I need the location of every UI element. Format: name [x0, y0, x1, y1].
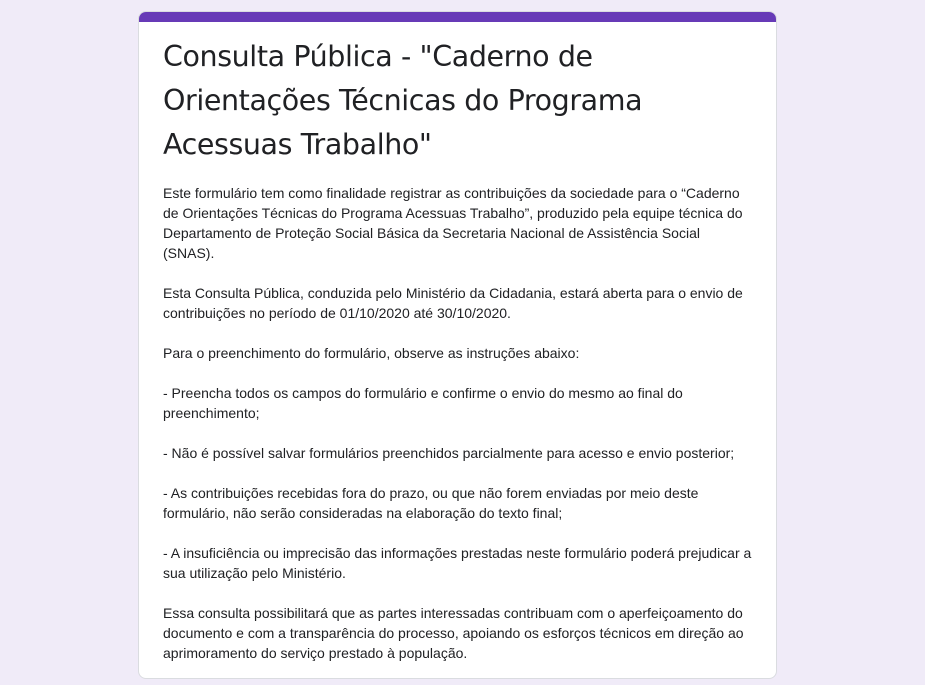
description-instruction-fill-all: - Preencha todos os campos do formulário e confirme o envio do mesmo ao final do preenchimento;: [163, 385, 683, 421]
description-paragraph-period: Esta Consulta Pública, conduzida pelo Ministério da Cidadania, estará aberta para o envio de contribuições no período de 01/10/2020 até 30/10/2020.: [163, 285, 743, 321]
form-header-card: [138, 11, 777, 679]
form-title: Consulta Pública - "Caderno de Orientações Técnicas do Programa Acessuas Trabalho": [163, 40, 643, 161]
description-instruction-deadline: - As contribuições recebidas fora do prazo, ou que não forem enviadas por meio deste formulário, não serão consideradas na elaboração do texto final;: [163, 485, 699, 521]
form-description: [163, 183, 752, 663]
description-paragraph-purpose: Este formulário tem como finalidade registrar as contribuições da sociedade para o “Caderno de Orientações Técnicas do Programa Acessuas Trabalho”, produzido pela equipe técnica do Departamento de Proteção Social Básica da Secretaria Nacional de Assistência Social (SNAS).: [163, 185, 743, 261]
description-instruction-accuracy: - A insuficiência ou imprecisão das informações prestadas neste formulário poderá prejudicar a sua utilização pelo Ministério.: [163, 545, 752, 581]
description-paragraph-closing: Essa consulta possibilitará que as partes interessadas contribuam com o aperfeiçoamento do documento e com a transparência do processo, apoiando os esforços técnicos em direção ao aprimoramento do serviço prestado à população.: [163, 605, 744, 661]
form-header-body: [163, 35, 752, 663]
description-instruction-no-save: - Não é possível salvar formulários preenchidos parcialmente para acesso e envio posterior;: [163, 445, 735, 461]
form-accent-bar: [139, 12, 776, 22]
description-paragraph-instructions-intro: Para o preenchimento do formulário, observe as instruções abaixo:: [163, 345, 580, 361]
